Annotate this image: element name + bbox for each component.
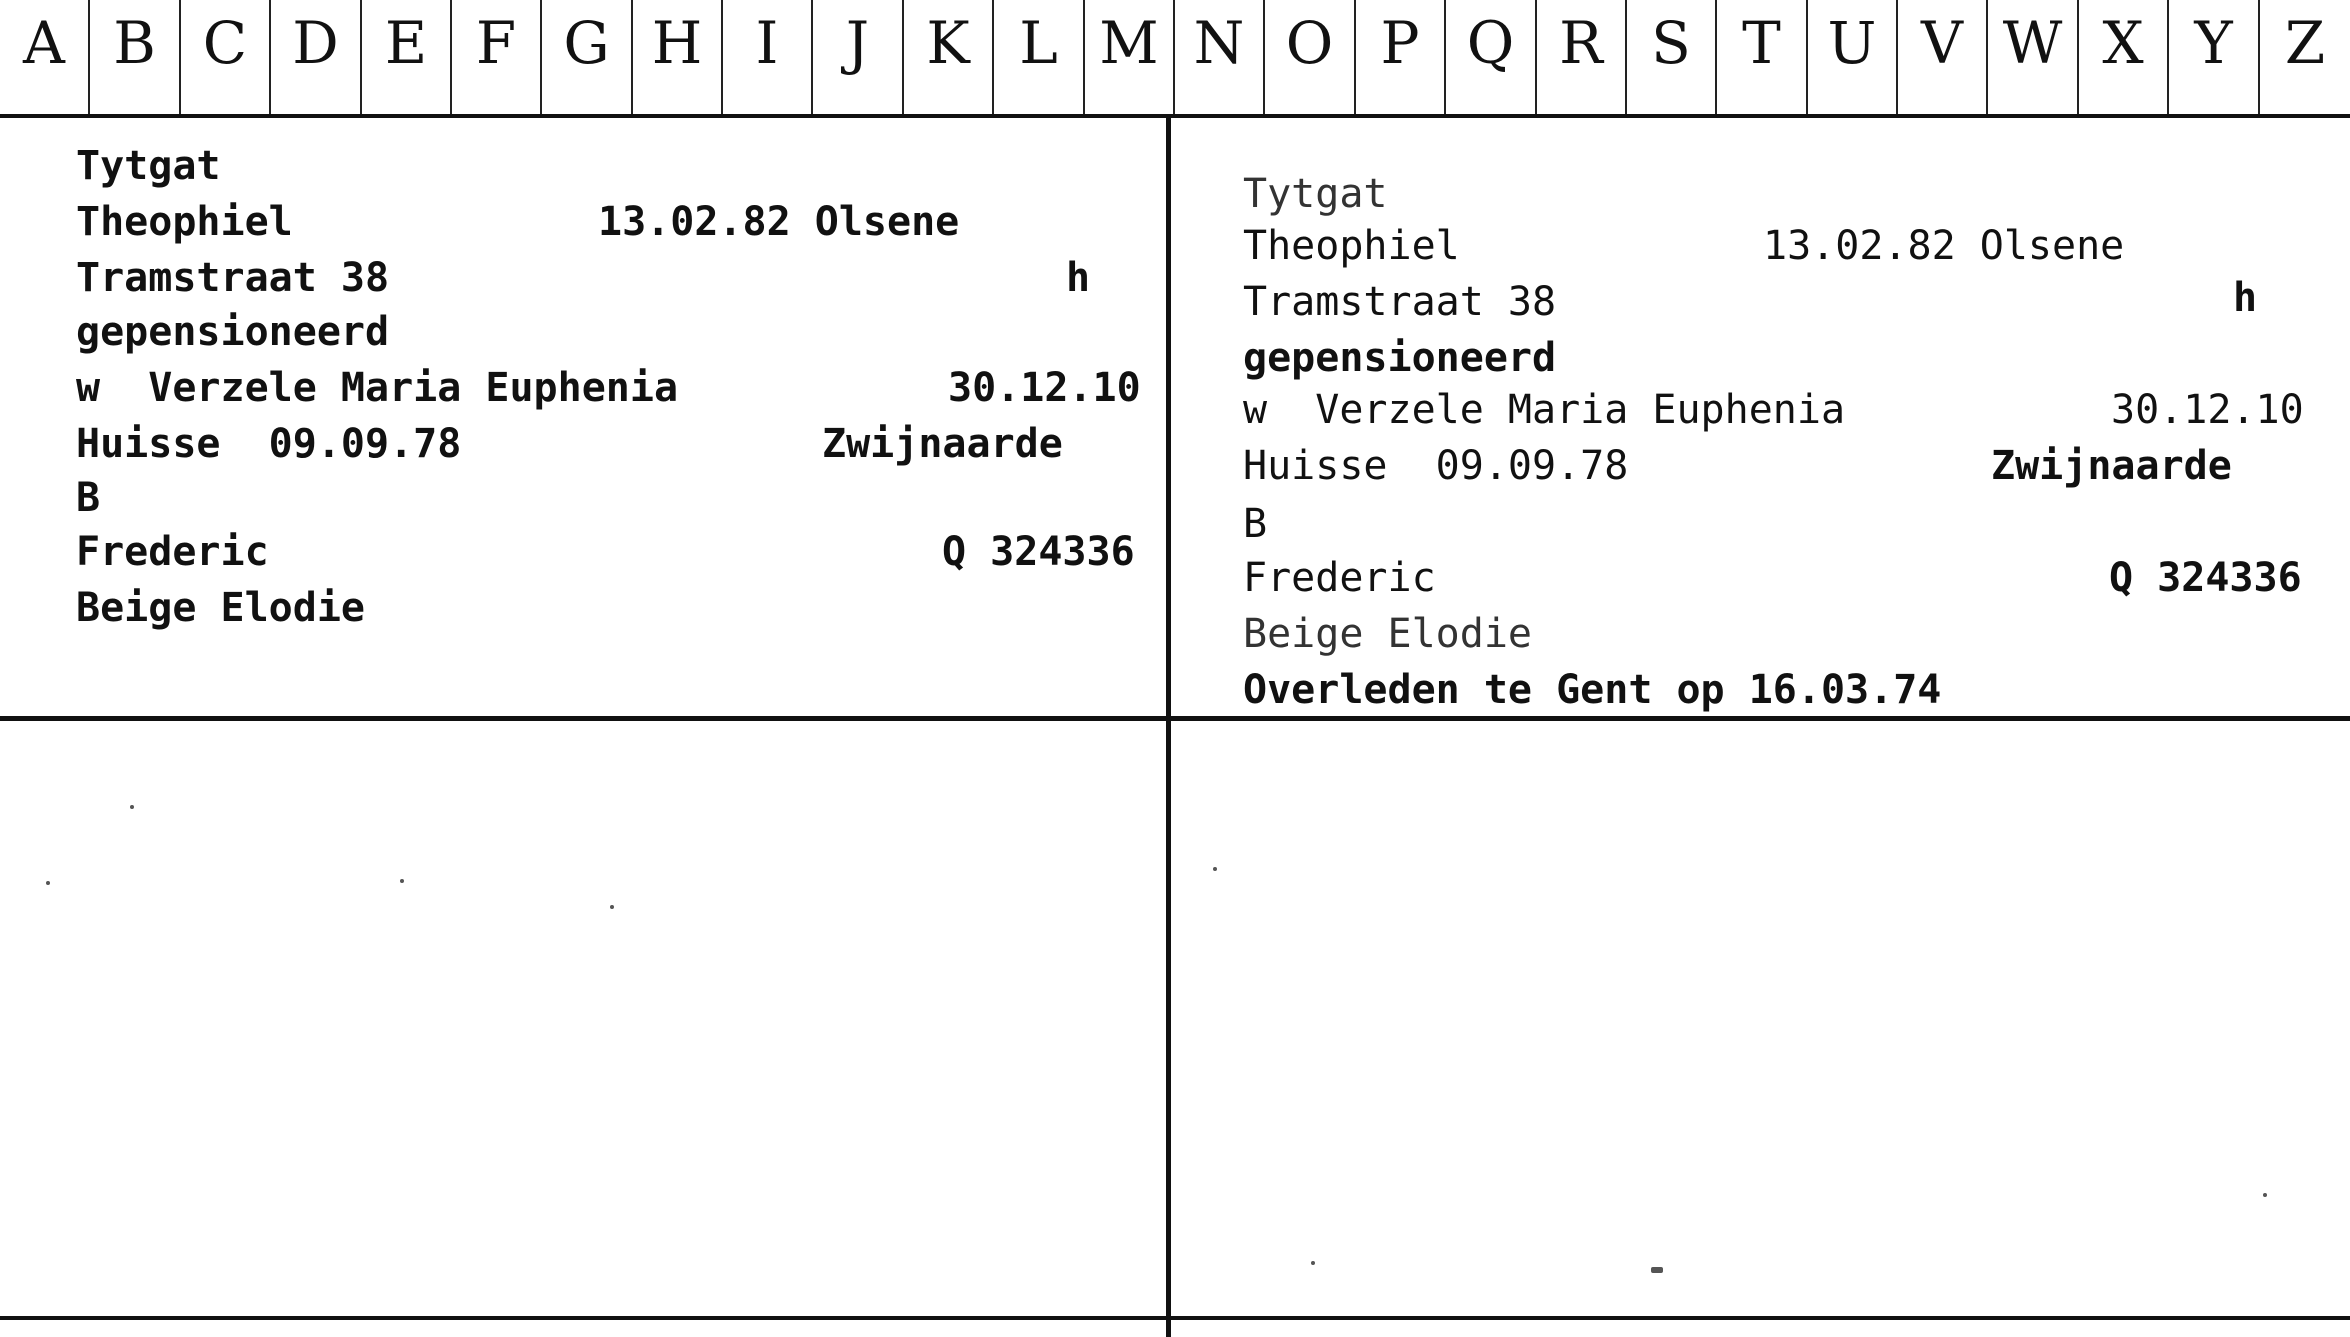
card-marriage-date: 30.12.10	[948, 365, 1141, 411]
alphabet-index-strip	[0, 0, 2350, 118]
card-occupation: gepensioneerd	[1243, 335, 1557, 381]
scan-speck	[2263, 1193, 2267, 1197]
alphabet-letter-e: E	[362, 0, 452, 114]
card-ref: Q 324336	[2109, 555, 2302, 601]
alphabet-letter-k: K	[904, 0, 994, 114]
scan-speck	[46, 881, 50, 885]
alphabet-letter-j: J	[813, 0, 904, 114]
alphabet-letter-w: W	[1988, 0, 2079, 114]
card-occupation: gepensioneerd	[76, 309, 390, 355]
scan-speck	[130, 805, 134, 809]
scan-speck	[610, 905, 614, 909]
alphabet-letter-r: R	[1537, 0, 1627, 114]
alphabet-letter-t: T	[1717, 0, 1808, 114]
alphabet-letter-s: S	[1627, 0, 1717, 114]
alphabet-letter-h: H	[633, 0, 723, 114]
card-mother: Beige Elodie	[76, 585, 365, 631]
alphabet-letter-c: C	[181, 0, 271, 114]
card-address: Tramstraat 38	[1243, 279, 1557, 325]
alphabet-letter-d: D	[271, 0, 362, 114]
card-father: Frederic	[1243, 555, 1436, 601]
alphabet-letter-m: M	[1085, 0, 1175, 114]
card-code: B	[76, 475, 101, 521]
card-left	[0, 122, 1166, 716]
card-spouse-place: Zwijnaarde	[1991, 443, 2232, 489]
alphabet-letter-l: L	[994, 0, 1085, 114]
alphabet-letter-u: U	[1808, 0, 1898, 114]
card-birth: 13.02.82 Olsene	[598, 199, 960, 245]
card-ref: Q 324336	[942, 529, 1135, 575]
card-sex: h	[1066, 255, 1091, 301]
alphabet-letter-q: Q	[1446, 0, 1537, 114]
card-code: B	[1243, 501, 1268, 547]
alphabet-letter-g: G	[542, 0, 633, 114]
alphabet-letter-f: F	[452, 0, 542, 114]
card-spouse: w Verzele Maria Euphenia	[1243, 387, 1846, 433]
alphabet-letter-z: Z	[2284, 9, 2326, 77]
scan-speck	[400, 879, 404, 883]
alphabet-letter-b: B	[90, 0, 181, 114]
card-surname: Tytgat	[76, 143, 221, 189]
alphabet-letter-x: X	[2079, 0, 2169, 114]
card-spouse-birth: Huisse 09.09.78	[76, 421, 462, 467]
card-spouse-birth: Huisse 09.09.78	[1243, 443, 1629, 489]
card-birth: 13.02.82 Olsene	[1763, 223, 2125, 269]
alphabet-letter-i: I	[723, 0, 813, 114]
scan-speck	[1311, 1261, 1315, 1265]
card-mother: Beige Elodie	[1243, 611, 1532, 657]
card-first-name: Theophiel	[76, 199, 293, 245]
alphabet-letter-v: V	[1898, 0, 1988, 114]
scan-speck	[1213, 867, 1217, 871]
card-right	[1171, 122, 2350, 716]
alphabet-letter-o: O	[1265, 0, 1356, 114]
card-empty-bottom-left	[0, 721, 1166, 1316]
alphabet-letter-y: Y	[2169, 0, 2260, 114]
card-address: Tramstraat 38	[76, 255, 390, 301]
card-father: Frederic	[76, 529, 269, 575]
alphabet-letter-p: P	[1356, 0, 1446, 114]
card-spouse-place: Zwijnaarde	[822, 421, 1063, 467]
card-death-note: Overleden te Gent op 16.03.74	[1243, 667, 1942, 713]
card-surname: Tytgat	[1243, 171, 1388, 217]
card-first-name: Theophiel	[1243, 223, 1460, 269]
alphabet-letter-n: N	[1175, 0, 1265, 114]
card-marriage-date: 30.12.10	[2111, 387, 2304, 433]
scan-speck	[1651, 1267, 1663, 1273]
card-empty-bottom-right	[1171, 721, 2350, 1316]
card-sex: h	[2233, 275, 2258, 321]
card-spouse: w Verzele Maria Euphenia	[76, 365, 679, 411]
row-divider-bottom	[0, 1316, 2350, 1320]
alphabet-letter-a: A	[0, 0, 90, 114]
